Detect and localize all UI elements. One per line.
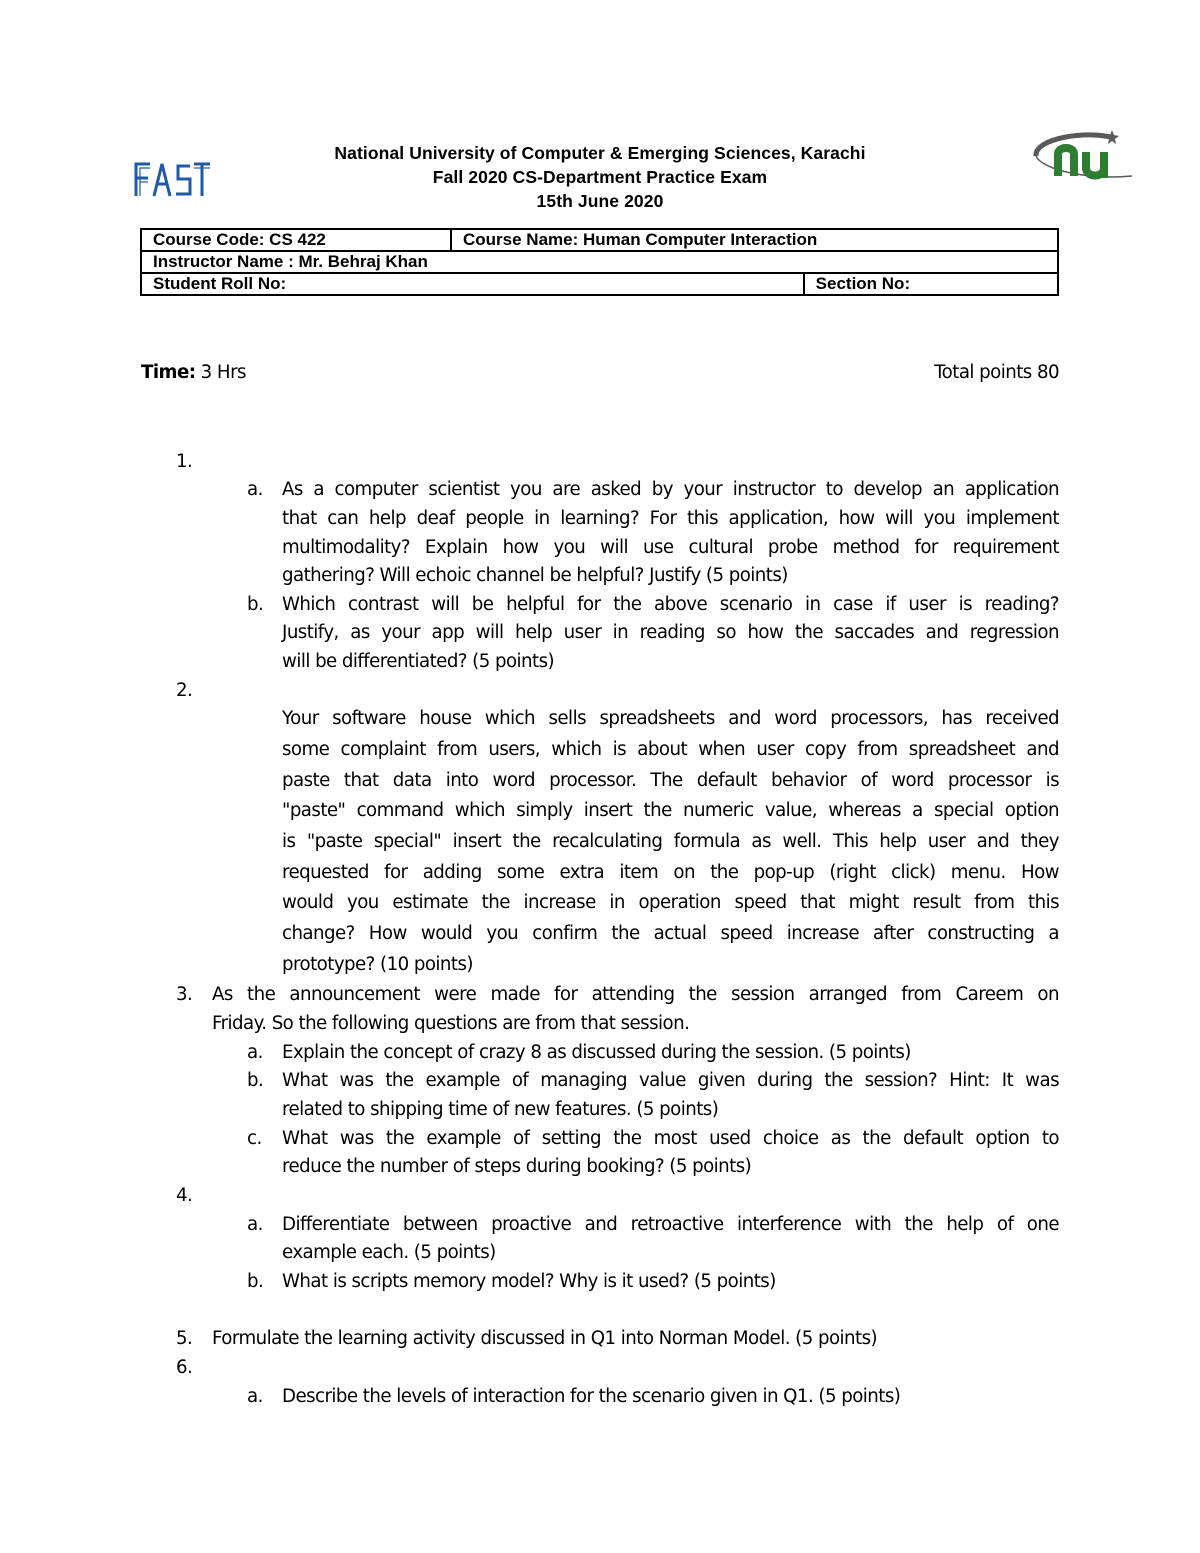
question-line: would you estimate the increase in operation speed that might result from this [282,892,1059,913]
question-line: related to shipping time of new features. (5 points) [282,1099,719,1120]
question-line: As a computer scientist you are asked by your instructor to develop an application [282,479,1059,500]
sub-question-label: a. [247,1386,263,1407]
sub-question-label: a. [247,479,263,500]
question-number: 2. [176,680,193,701]
course-info-table [140,228,1059,296]
question-line: What was the example of setting the most used choice as the default option to [282,1128,1059,1149]
section-no: Section No: [804,273,1058,295]
fast-logo-text: FAST [134,160,137,161]
exam-time [141,362,246,383]
question-line: example each. (5 points) [282,1242,496,1263]
question-line: paste that data into word processor. The default behavior of word processor is [282,770,1059,791]
question-line: prototype? (10 points) [282,954,473,975]
total-points: Total points 80 [934,362,1059,383]
question-line: Your software house which sells spreadsheets and word processors, has received [282,708,1059,729]
question-line: Differentiate between proactive and retroactive interference with the help of one [282,1214,1059,1235]
question-line: What was the example of managing value given during the session? Hint: It was [282,1070,1059,1091]
question-line: Describe the levels of interaction for the scenario given in Q1. (5 points) [282,1386,901,1407]
question-number: 4. [176,1185,193,1206]
instructor-name: Instructor Name : Mr. Behraj Khan [141,251,1058,273]
question-line: is "paste special" insert the recalculating formula as well. This help user and they [282,831,1059,852]
course-name: Course Name: Human Computer Interaction [451,229,1058,251]
time-label: Time: [141,362,196,383]
question-line: Justify, as your app will help user in reading so how the saccades and regression [282,622,1059,643]
question-line: Friday. So the following questions are from that session. [212,1013,690,1034]
question-number: 1. [176,451,193,472]
question-line: gathering? Will echoic channel be helpful? Justify (5 points) [282,565,788,586]
nu-logo-text: nu [1028,126,1030,127]
sub-question-label: b. [247,1070,264,1091]
question-line: some complaint from users, which is about when user copy from spreadsheet and [282,739,1059,760]
exam-title: Fall 2020 CS-Department Practice Exam [432,167,768,187]
question-line: will be differentiated? (5 points) [282,651,555,672]
question-line: reduce the number of steps during booking? (5 points) [282,1156,752,1177]
question-number: 6. [176,1357,193,1378]
question-line: Which contrast will be helpful for the above scenario in case if user is reading? [282,594,1059,615]
time-value: 3 Hrs [195,362,246,383]
question-line: requested for adding some extra item on the pop-up (right click) menu. How [282,862,1059,883]
sub-question-label: a. [247,1042,263,1063]
sub-question-label: b. [247,1271,264,1292]
sub-question-label: a. [247,1214,263,1235]
question-line: that can help deaf people in learning? For this application, how will you implement [282,508,1059,529]
question-line: Explain the concept of crazy 8 as discussed during the session. (5 points) [282,1042,911,1063]
question-number: 3. [176,984,193,1005]
question-line: change? How would you confirm the actual speed increase after constructing a [282,923,1059,944]
university-name: National University of Computer & Emerging Sciences, Karachi [334,143,866,163]
question-line: What is scripts memory model? Why is it used? (5 points) [282,1271,776,1292]
sub-question-label: c. [247,1128,262,1149]
question-line: multimodality? Explain how you will use cultural probe method for requirement [282,537,1059,558]
question-number: 5. [176,1328,193,1349]
question-line: As the announcement were made for attending the session arranged from Careem on [212,984,1059,1005]
student-roll-no: Student Roll No: [141,273,804,295]
sub-question-label: b. [247,594,264,615]
exam-date: 15th June 2020 [536,191,664,211]
course-code: Course Code: CS 422 [141,229,451,251]
question-line: "paste" command which simply insert the numeric value, whereas a special option [282,800,1059,821]
question-line: Formulate the learning activity discussed in Q1 into Norman Model. (5 points) [212,1328,878,1349]
